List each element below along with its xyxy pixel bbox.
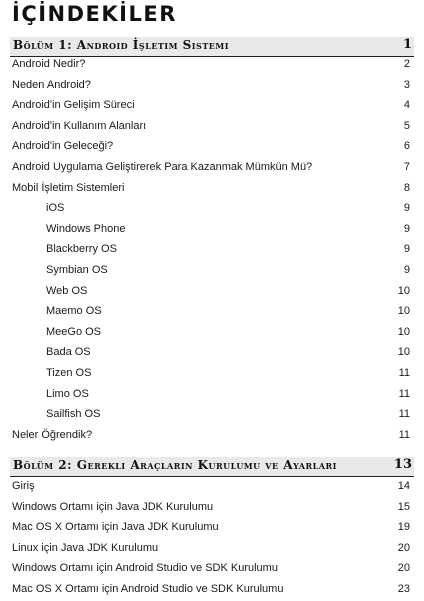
toc-entry-title: Android'in Kullanım Alanları	[12, 120, 147, 132]
toc-entry-page-number: 19	[397, 521, 410, 533]
toc-entry-page-number: 10	[397, 285, 410, 297]
toc-entry-page-number: 20	[397, 562, 410, 574]
toc-entry-title: Android Uygulama Geliştirerek Para Kazanmak Mümkün Mü?	[12, 161, 313, 173]
toc-entry-page-number: 10	[397, 305, 410, 317]
toc-entry-title: Mac OS X Ortamı için Java JDK Kurulumu	[12, 521, 219, 533]
toc-entry[interactable]	[0, 285, 424, 303]
toc-entry[interactable]	[0, 99, 424, 117]
toc-entry[interactable]	[0, 120, 424, 138]
toc-entry[interactable]	[0, 182, 424, 200]
toc-entry[interactable]	[0, 243, 424, 261]
toc-entry-page-number: 6	[403, 140, 410, 152]
toc-entry-title: Neden Android?	[12, 79, 91, 91]
toc-entry-title: Maemo OS	[46, 305, 102, 317]
toc-entry-page-number: 11	[398, 367, 410, 379]
toc-entry-page-number: 11	[398, 388, 410, 400]
toc-entry[interactable]	[0, 79, 424, 97]
toc-entry-page-number: 20	[397, 542, 410, 554]
toc-entry[interactable]	[0, 480, 424, 498]
toc-entry-page-number: 15	[397, 501, 410, 513]
toc-entry-page-number: 23	[397, 583, 410, 595]
toc-entry-title: Tizen OS	[46, 367, 92, 379]
toc-entry-page-number: 11	[398, 408, 410, 420]
toc-entry-title: Linux için Java JDK Kurulumu	[12, 542, 159, 554]
toc-entry-page-number: 10	[397, 346, 410, 358]
toc-entry-page-number: 10	[397, 326, 410, 338]
toc-entry[interactable]	[0, 521, 424, 539]
toc-entry-title: Windows Phone	[46, 223, 126, 235]
toc-entry[interactable]	[0, 140, 424, 158]
toc-entry-title: Windows Ortamı için Android Studio ve SDK Kurulumu	[12, 562, 278, 574]
toc-entry-page-number: 9	[403, 243, 410, 255]
toc-entry[interactable]	[0, 202, 424, 220]
toc-entry-title: Web OS	[46, 285, 88, 297]
toc-entry-title: Giriş	[12, 480, 35, 492]
toc-entry-title: Windows Ortamı için Java JDK Kurulumu	[12, 501, 214, 513]
toc-entry-page-number: 5	[403, 120, 410, 132]
toc-entry[interactable]	[0, 58, 424, 76]
toc-entry[interactable]	[0, 367, 424, 385]
toc-entry[interactable]	[0, 542, 424, 560]
toc-entry-page-number: 8	[403, 182, 410, 194]
toc-entry[interactable]	[0, 408, 424, 426]
toc-entry-title: iOS	[46, 202, 65, 214]
chapter-page-number: 1	[402, 37, 412, 52]
chapter-title: Bölüm 1: Android İşletim Sistemi	[13, 38, 229, 52]
toc-entry-page-number: 11	[398, 429, 410, 441]
toc-entry-title: Android'in Gelişim Süreci	[12, 99, 135, 111]
chapter-heading[interactable]	[10, 457, 414, 477]
toc-entry-page-number: 4	[403, 99, 410, 111]
toc-entry-title: MeeGo OS	[46, 326, 102, 338]
toc-entry[interactable]	[0, 161, 424, 179]
toc-entry-title: Mac OS X Ortamı için Android Studio ve SDK Kurulumu	[12, 583, 284, 595]
toc-entry[interactable]	[0, 501, 424, 519]
toc-entry[interactable]	[0, 305, 424, 323]
toc-entry-page-number: 7	[403, 161, 410, 173]
page-title: İÇİNDEKİLER	[12, 2, 177, 26]
toc-entry-title: Android Nedir?	[12, 58, 86, 70]
toc-entry[interactable]	[0, 264, 424, 282]
toc-entry-title: Neler Öğrendik?	[12, 429, 93, 441]
toc-entry-page-number: 9	[403, 264, 410, 276]
toc-entry-page-number: 3	[403, 79, 410, 91]
toc-entry-title: Sailfish OS	[46, 408, 101, 420]
toc-entry-page-number: 9	[403, 223, 410, 235]
chapter-heading[interactable]	[10, 37, 414, 57]
toc-entry-title: Bada OS	[46, 346, 91, 358]
toc-entry[interactable]	[0, 429, 424, 447]
toc-entry-page-number: 9	[403, 202, 410, 214]
chapter-page-number: 13	[393, 457, 412, 472]
toc-entry[interactable]	[0, 583, 424, 601]
toc-entry-title: Symbian OS	[46, 264, 108, 276]
toc-entry[interactable]	[0, 388, 424, 406]
chapter-title: Bölüm 2: Gerekli Araçların Kurulumu ve Ayarları	[13, 458, 337, 472]
toc-entry[interactable]	[0, 562, 424, 580]
toc-entry-page-number: 2	[403, 58, 410, 70]
toc-entry-title: Limo OS	[46, 388, 89, 400]
toc-entry[interactable]	[0, 346, 424, 364]
toc-entry[interactable]	[0, 326, 424, 344]
toc-entry-title: Mobil İşletim Sistemleri	[12, 182, 125, 194]
toc-entry-title: Android'in Geleceği?	[12, 140, 114, 152]
toc-entry-page-number: 14	[397, 480, 410, 492]
toc-entry[interactable]	[0, 223, 424, 241]
toc-entry-title: Blackberry OS	[46, 243, 117, 255]
